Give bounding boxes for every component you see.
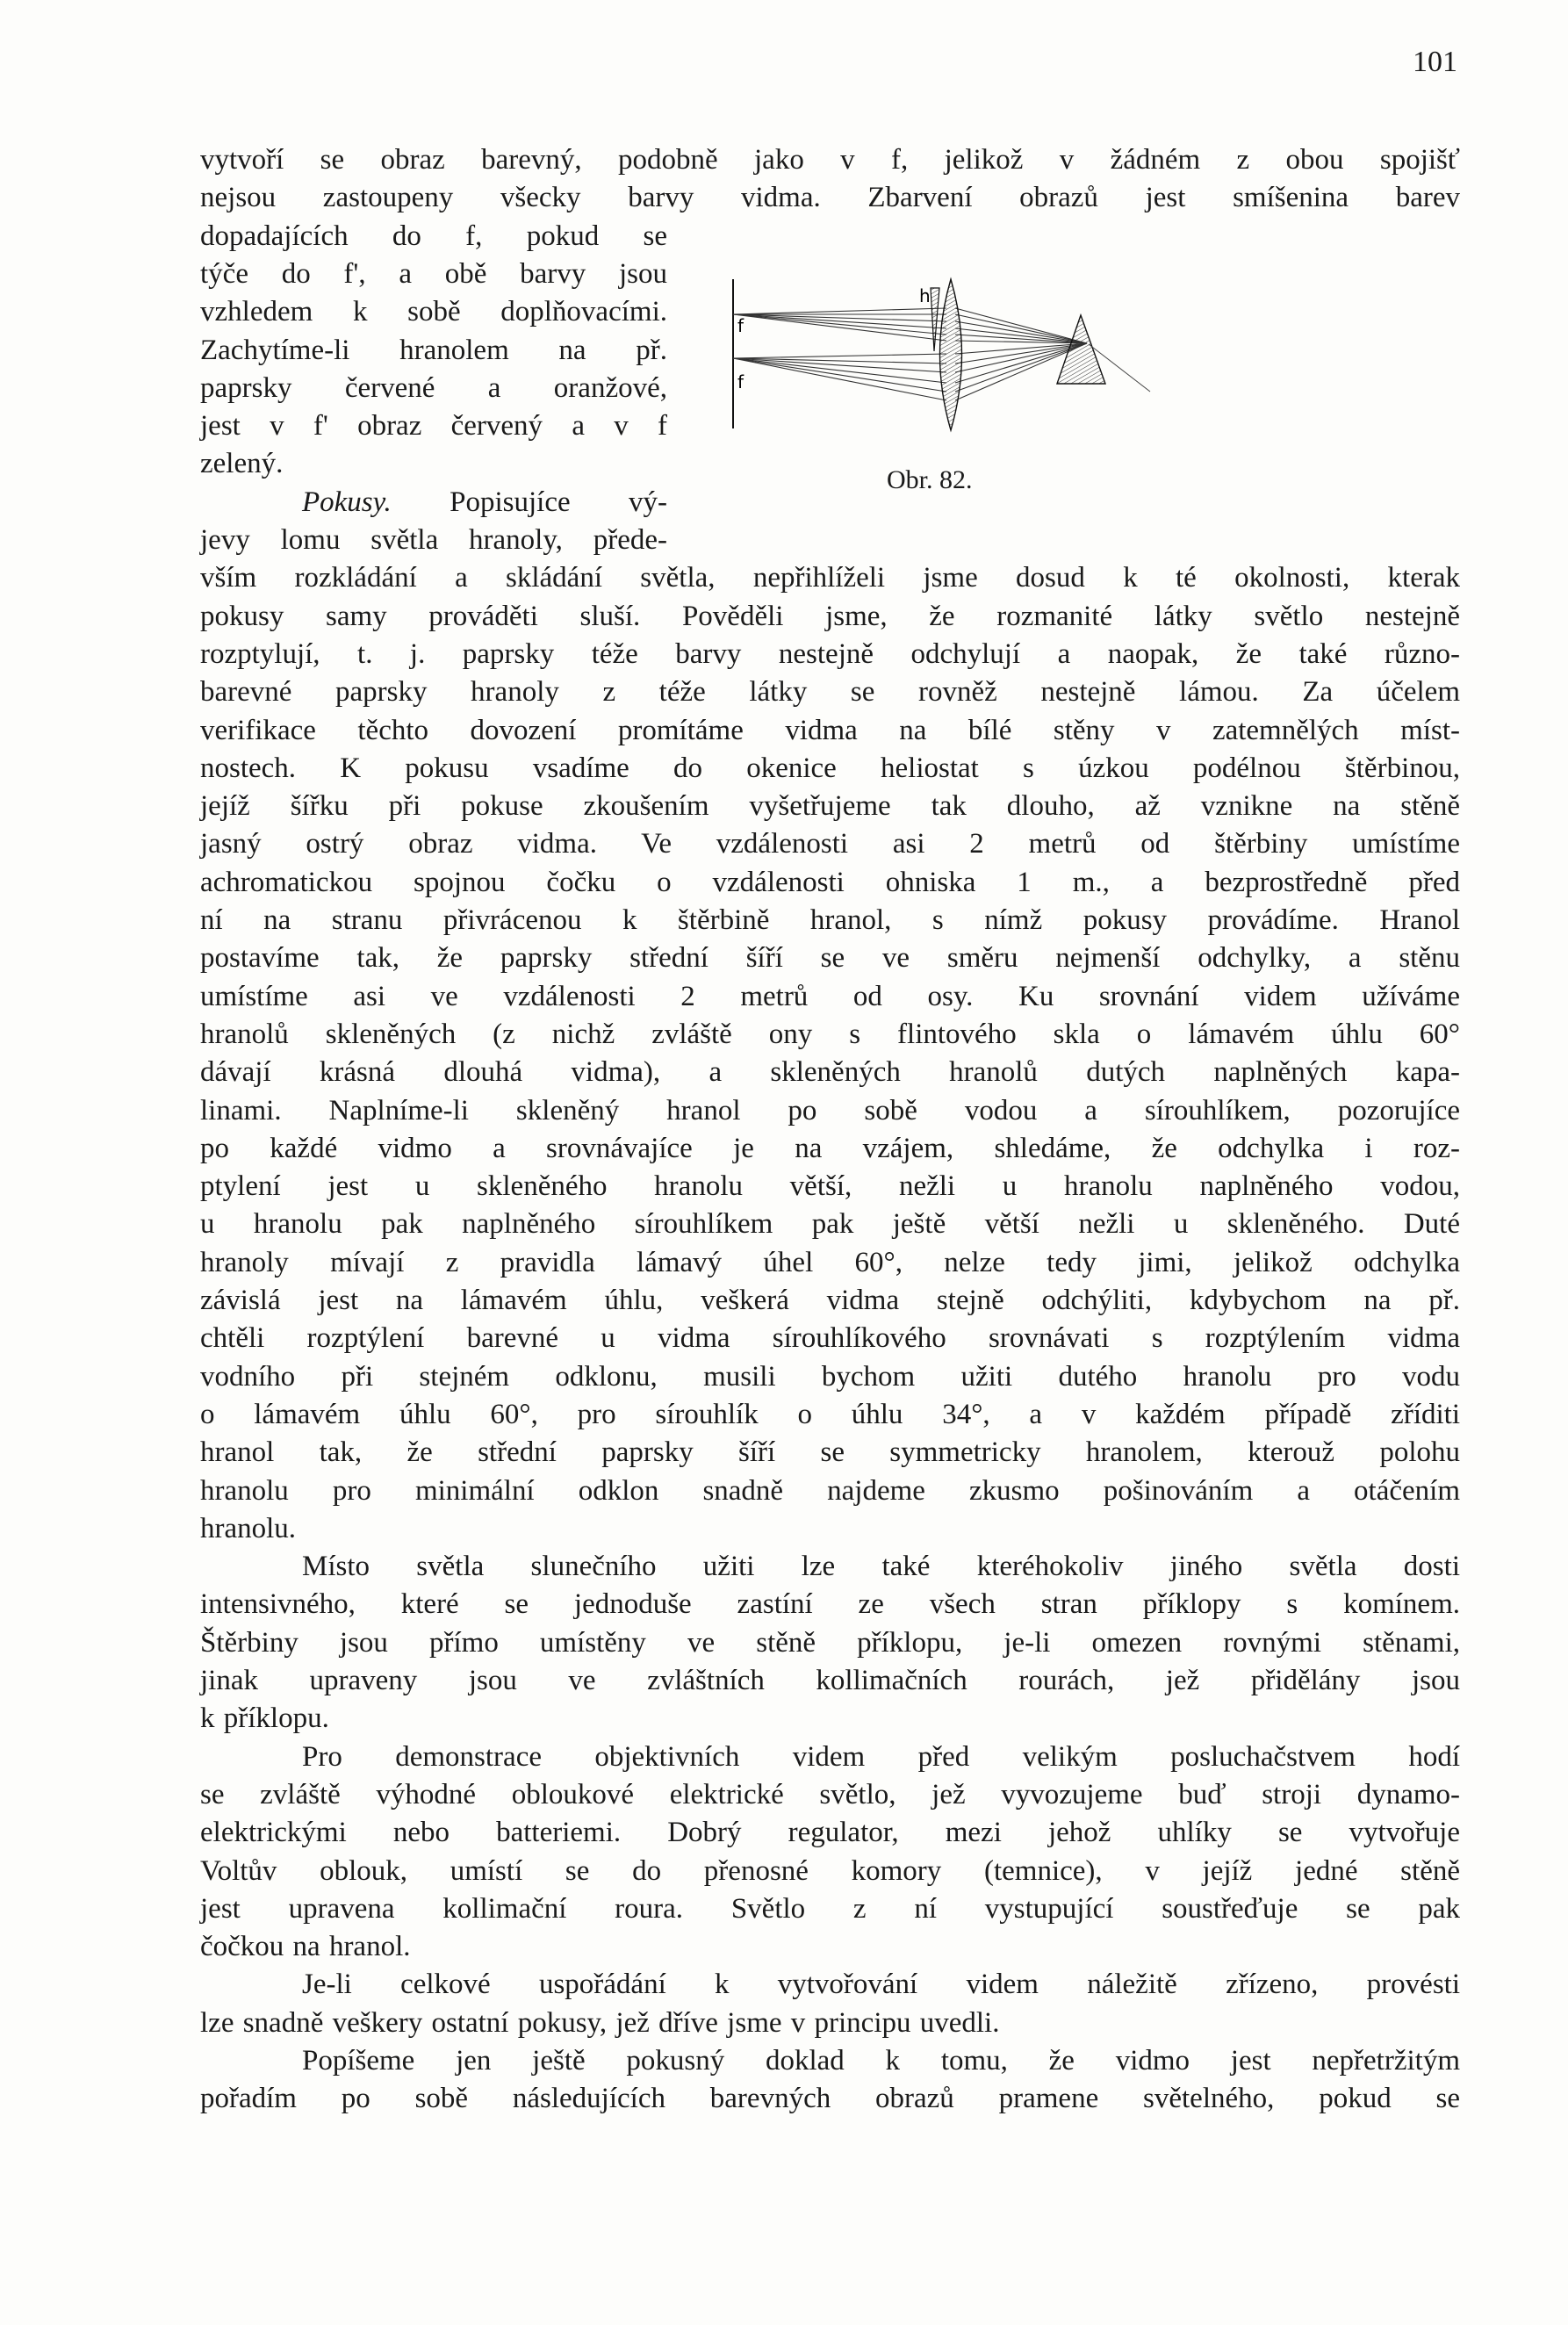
- text-line: barevné paprsky hranoly z téže látky se rovněž nestejně lámou. Za účelem: [200, 676, 1460, 709]
- text-line: jinak upraveny jsou ve zvláštních kollimačních rourách, jež přidělány jsou: [200, 1665, 1460, 1696]
- text-line: ptylení jest u skleněného hranolu větší, nežli u hranolu naplněného vodou,: [200, 1170, 1460, 1203]
- ray: [733, 308, 946, 314]
- text-line: zelený.: [200, 448, 284, 480]
- text-line: k příklopu.: [200, 1702, 329, 1735]
- text-line: Voltův oblouk, umístí se do přenosné komory (temnice), v jejíž jedné stěně: [200, 1854, 1460, 1887]
- ray: [733, 358, 946, 364]
- text-line: u hranolu pak naplněného sírouhlíkem pak ještě větší nežli u skleněného. Duté: [200, 1208, 1460, 1241]
- text-line: vším rozkládání a skládání světla, nepřihlíželi jsme dosud k té okolnosti, kterak: [200, 562, 1460, 594]
- page-number: 101: [1413, 46, 1457, 78]
- text-line: Zachytíme-li hranolem na př.: [200, 334, 667, 366]
- text-line: vytvoří se obraz barevný, podobně jako v f, jelikož v žádném z obou spojišť: [200, 144, 1460, 176]
- text-line: hranol tak, že střední paprsky šíří se symmetricky hranolem, kterouž polohu: [200, 1436, 1460, 1469]
- text-line: týče do f', a obě barvy jsou: [200, 257, 667, 290]
- text-line: pořadím po sobě následujících barevných obrazů pramene světelného, pokud se: [200, 2083, 1460, 2115]
- text-line: o lámavém úhlu 60°, pro sírouhlík o úhlu 34°, a v každém případě zříditi: [200, 1398, 1460, 1430]
- ray: [733, 354, 946, 358]
- text-line: pokusy samy prováděti sluší. Pověděli jsme, že rozmanité látky světlo nestejně: [200, 600, 1460, 632]
- wedge-h: [931, 288, 939, 351]
- text-line: intensivného, které se jednoduše zastíní ze všech stran příklopy s komínem.: [200, 1588, 1460, 1621]
- text-line: jevy lomu světla hranoly, přede-: [200, 524, 667, 556]
- text-line: [302, 485, 667, 520]
- figure-caption: Obr. 82.: [887, 465, 973, 494]
- text-line: lze snadně veškery ostatní pokusy, jež dříve jsme v principu uvedli.: [200, 2006, 1000, 2039]
- text-line: rozptylují, t. j. paprsky téže barvy nestejně odchylují a naopak, že také různo-: [200, 637, 1460, 670]
- text-line: vzhledem k sobě doplňovacími.: [200, 296, 667, 328]
- text-segment: Popisujíce vý-: [391, 486, 667, 518]
- text-line: paprsky červené a oranžové,: [200, 371, 667, 404]
- text-line: achromatickou spojnou čočku o vzdálenosti ohniska 1 m., a bezprostředně před: [200, 866, 1460, 898]
- text-line: ní na stranu přivrácenou k štěrbině hranol, s nímž pokusy provádíme. Hranol: [200, 904, 1460, 936]
- text-line: čočkou na hranol.: [200, 1931, 411, 1963]
- text-line: hranoly mívají z pravidla lámavý úhel 60°, nelze tedy jimi, jelikož odchylka: [200, 1246, 1460, 1278]
- text-line: vodního při stejném odklonu, musili bychom užiti dutého hranolu pro vodu: [200, 1360, 1460, 1393]
- text-line: jest upravena kollimační roura. Světlo z ní vystupující soustřeďuje se pak: [200, 1892, 1460, 1925]
- text-line: jejíž šířku při pokuse zkoušením vyšetřujeme tak dlouho, až vznikne na stěně: [200, 790, 1460, 823]
- label-f-prime: f: [737, 315, 744, 336]
- text-line: hranolu pro minimální odklon snadně najdeme zkusmo pošinováním a otáčením: [200, 1474, 1460, 1507]
- ray: [733, 358, 946, 392]
- text-line: postavíme tak, že paprsky střední šíří se ve směru nejmenší odchylky, a stěnu: [200, 942, 1460, 975]
- text-line: chtěli rozptýlení barevné u vidma sírouhlíkového srovnávati s rozptýlením vidma: [200, 1322, 1460, 1355]
- text-line: po každé vidmo a srovnávajíce je na vzájem, shledáme, že odchylka i roz-: [200, 1132, 1460, 1164]
- ray: [955, 308, 1087, 343]
- text-line: jasný ostrý obraz vidma. Ve vzdálenosti asi 2 metrů od štěrbiny umístíme: [200, 828, 1460, 860]
- prism: [1057, 315, 1105, 384]
- text-line: nostech. K pokusu vsadíme do okenice heliostat s úzkou podélnou štěrbinou,: [200, 752, 1460, 784]
- text-line: Popíšeme jen ještě pokusný doklad k tomu, že vidmo jest nepřetržitým: [302, 2045, 1460, 2077]
- text-line: jest v f' obraz červený a v f: [200, 410, 667, 443]
- text-line: hranolu.: [200, 1512, 297, 1544]
- text-line: dopadajících do f, pokud se: [200, 220, 667, 252]
- text-line: Je-li celkové uspořádání k vytvořování videm náležitě zřízeno, provésti: [302, 1969, 1460, 2001]
- light-rays: [733, 308, 1087, 400]
- text-line: elektrickými nebo batteriemi. Dobrý regulator, mezi jehož uhlíky se vytvořuje: [200, 1817, 1460, 1849]
- ray: [733, 314, 946, 328]
- text-line: linami. Naplníme-li skleněný hranol po sobě vodou a sírouhlíkem, pozorujíce: [200, 1094, 1460, 1127]
- text-line: umístíme asi ve vzdálenosti 2 metrů od osy. Ku srovnání videm užíváme: [200, 980, 1460, 1012]
- text-line: se zvláště výhodné obloukové elektrické světlo, jež vyvozujeme buď stroji dynamo-: [200, 1778, 1460, 1810]
- lens: [940, 279, 962, 430]
- text-line: Místo světla slunečního užiti lze také kteréhokoliv jiného světla dosti: [302, 1551, 1460, 1583]
- ray: [955, 321, 1087, 343]
- text-line: verifikace těchto dovození promítáme vidma na bílé stěny v zatemnělých míst-: [200, 714, 1460, 746]
- label-f: f: [737, 371, 744, 392]
- text-line: hranolů skleněných (z nichž zvláště ony s flintového skla o lámavém úhlu 60°: [200, 1018, 1460, 1050]
- text-line: dávají krásná dlouhá vidma), a skleněných hranolů dutých naplněných kapa-: [200, 1056, 1460, 1089]
- text-line: závislá jest na lámavém úhlu, veškerá vidma stejně odchýliti, kdybychom na př.: [200, 1285, 1460, 1316]
- label-h: h: [919, 285, 931, 306]
- text-line: Štěrbiny jsou přímo umístěny ve stěně příklopu, je-li omezen rovnými stěnami,: [200, 1626, 1460, 1659]
- text-line: nejsou zastoupeny všecky barvy vidma. Zbarvení obrazů jest smíšenina barev: [200, 182, 1460, 214]
- text-line: Pro demonstrace objektivních videm před velikým posluchačstvem hodí: [302, 1740, 1460, 1773]
- figure-prism-lens-diagram: [720, 255, 1176, 457]
- italic-heading: Pokusy.: [302, 486, 392, 518]
